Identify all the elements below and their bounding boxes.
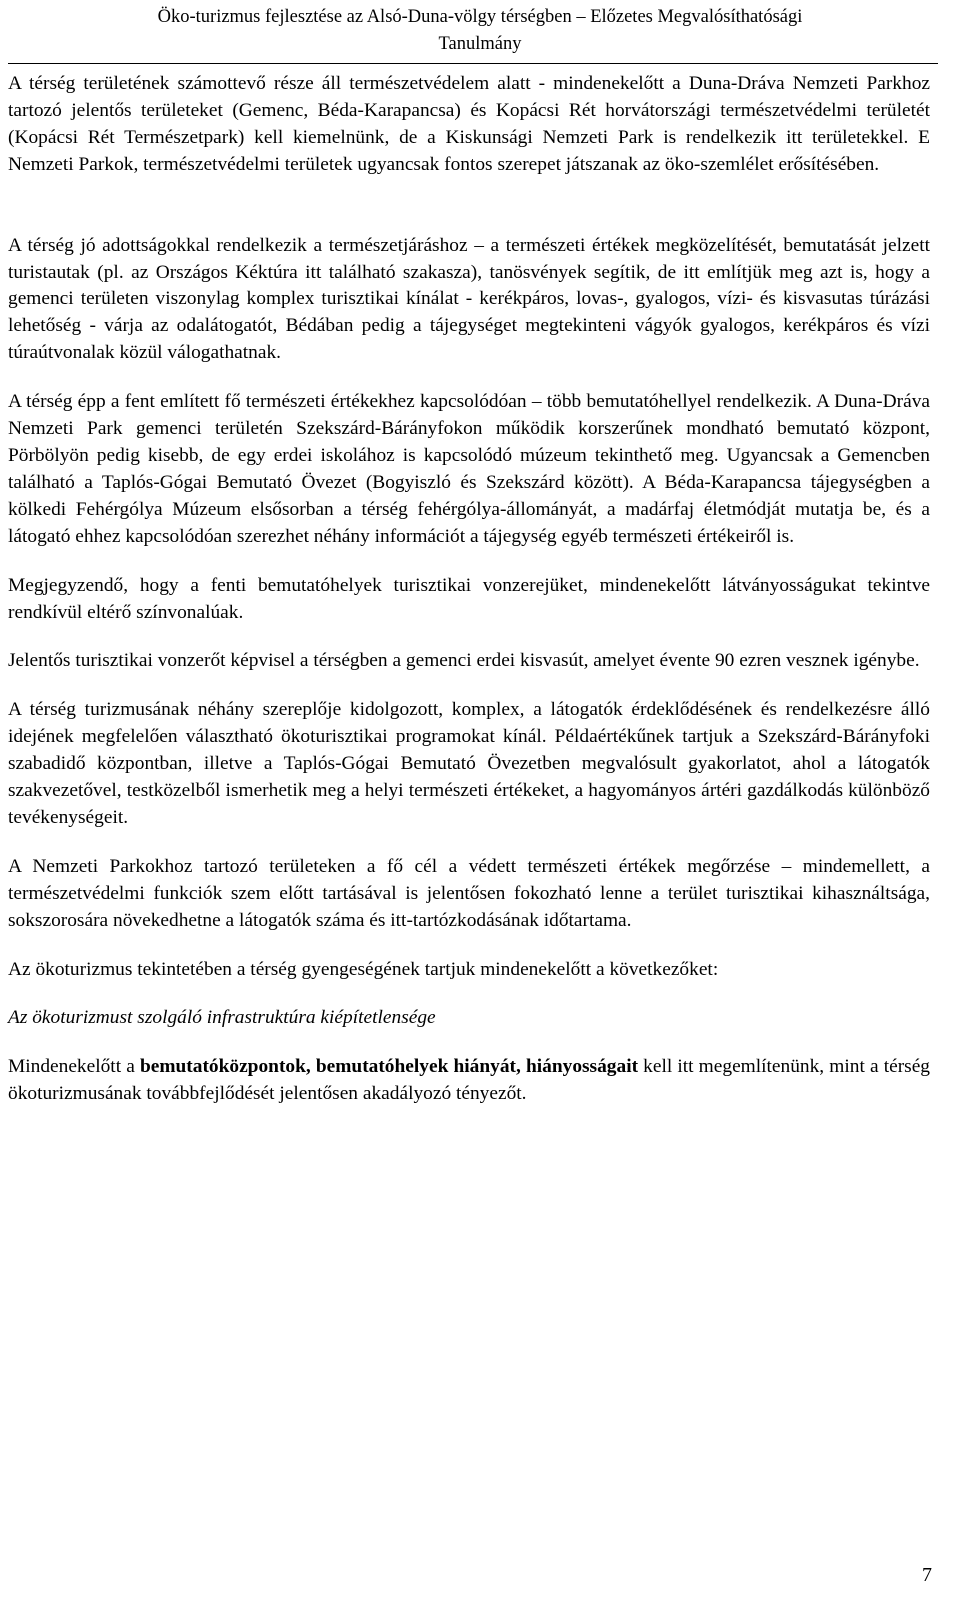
header-title-line2: Tanulmány — [438, 34, 522, 54]
paragraph-9-bold: bemutatóközpontok, bemutatóhelyek hiányát, hiányosságait — [139, 1056, 639, 1078]
header-title-line1: Öko-turizmus fejlesztése az Alsó-Duna-völgy térségben – Előzetes Megvalósíthatósági — [157, 7, 803, 27]
paragraph-4: Megjegyzendő, hogy a fenti bemutatóhelyek turisztikai vonzerejüket, mindenekelőtt látványosságukat tekintve rendkívül eltérő színvonalúak. — [8, 574, 930, 623]
spacer — [8, 832, 930, 854]
page-header — [30, 4, 930, 58]
spacer — [8, 179, 930, 206]
paragraph-1: A térség területének számottevő része áll természetvédelem alatt - mindenekelőtt a Duna-Dráva Nemzeti Parkhoz tartozó jelentős területeket (Gemenc, Béda-Karapancsa) és Kopácsi Rét horvátországi természetvédelmi területét (Kopácsi Rét Természetpark) kell kiemelnünk, de a Kiskunsági Nemzeti Park is rendelkezik itt területekkel. E Nemzeti Parkok, természetvédelmi területek ugyancsak fontos szerepet játszanak az öko-szemlélet erősítésében. — [8, 73, 930, 175]
paragraph-6: A térség turizmusának néhány szereplője kidolgozott, komplex, a látogatók érdeklődésének és rendelkezésre álló idejének megfelelően választható ökoturisztikai programokat kínál. Példaértékűnek tartjuk a Szekszárd-Bárányfoki szabadidő központban, illetve a Taplós-Gógai Bemutató Övezetben megvalósult gyakorlatot, ahol a látogatók szakvezetővel, testközelből ismerhetik meg a helyi természeti értékeket, a hagyományos ártéri gazdálkodás különböző tevékenységeit. — [8, 699, 930, 828]
paragraph-2: A térség jó adottságokkal rendelkezik a természetjáráshoz – a természeti értékek megközelítését, bemutatását jelzett turistautak (pl. az Országos Kéktúra itt található szakasza), tanösvények segítik, de itt említjük meg azt is, hogy a gemenci területen viszonylag komplex turisztikai kínálat - kerékpáros, lovas-, gyalogos, vízi- és kisvasutas túrázási lehetőség - várja az odalátogatót, Bédában pedig a tájegységet megtekinteni vágyók gyalogos, kerékpáros és vízi túraútvonalak közül válogathatnak. — [8, 234, 930, 364]
paragraph-5: Jelentős turisztikai vonzerőt képvisel a térségben a gemenci erdei kisvasút, amelyet évente 90 ezren vesznek igénybe. — [8, 650, 920, 672]
paragraph-9-part1: Mindenekelőtt a — [8, 1056, 140, 1078]
paragraph-8: Az ökoturizmus tekintetében a térség gyengeségének tartjuk mindenekelőtt a következőket: — [8, 958, 719, 980]
spacer — [8, 983, 930, 1005]
paragraph-7: A Nemzeti Parkokhoz tartozó területeken a fő cél a védett természeti értékek megőrzése – mindemellett, a természetvédelmi funkciók szem előtt tartásával is jelentősen fokozható lenne a terület turisztikai kihasználtsága, sokszorosára növekedhetne a látogatók száma és itt-tartózkodásának időtartama. — [8, 855, 930, 931]
spacer — [8, 367, 930, 389]
header-divider — [8, 63, 938, 64]
paragraph-9 — [8, 1054, 930, 1108]
section-subheading: Az ökoturizmust szolgáló infrastruktúra kiépítetlensége — [8, 1007, 436, 1029]
spacer — [8, 206, 930, 233]
spacer — [8, 1032, 930, 1054]
paragraph-9-part2: kell itt megemlítenünk, mint a térség ökoturizmusának továbbfejlődését jelentősen akadályozó tényezőt. — [8, 1056, 931, 1105]
document-body — [8, 71, 930, 1108]
spacer — [8, 551, 930, 573]
spacer — [8, 675, 930, 697]
page-number: 7 — [922, 1564, 932, 1586]
spacer — [8, 626, 930, 648]
spacer — [8, 935, 930, 957]
paragraph-3: A térség épp a fent említett fő természeti értékekhez kapcsolódóan – több bemutatóhellyel rendelkezik. A Duna-Dráva Nemzeti Park gemenci területén Szekszárd-Bárányfokon működik korszerűnek mondható bemutató központ, Pörbölyön pedig kisebb, de egy erdei iskolához is kapcsolódó múzeum tekinthető meg. Ugyancsak a Gemencben található a Taplós-Gógai Bemutató Övezet (Bogyiszló és Szekszárd között). A Béda-Karapancsa tájegységben a kölkedi Fehérgólya Múzeum elsősorban a térség fehérgólya-állományát, a madárfaj életmódját mutatja be, és a látogató ehhez kapcsolódóan szerezhet néhány információt a tájegység egyéb természeti értékeiről is. — [8, 391, 930, 547]
